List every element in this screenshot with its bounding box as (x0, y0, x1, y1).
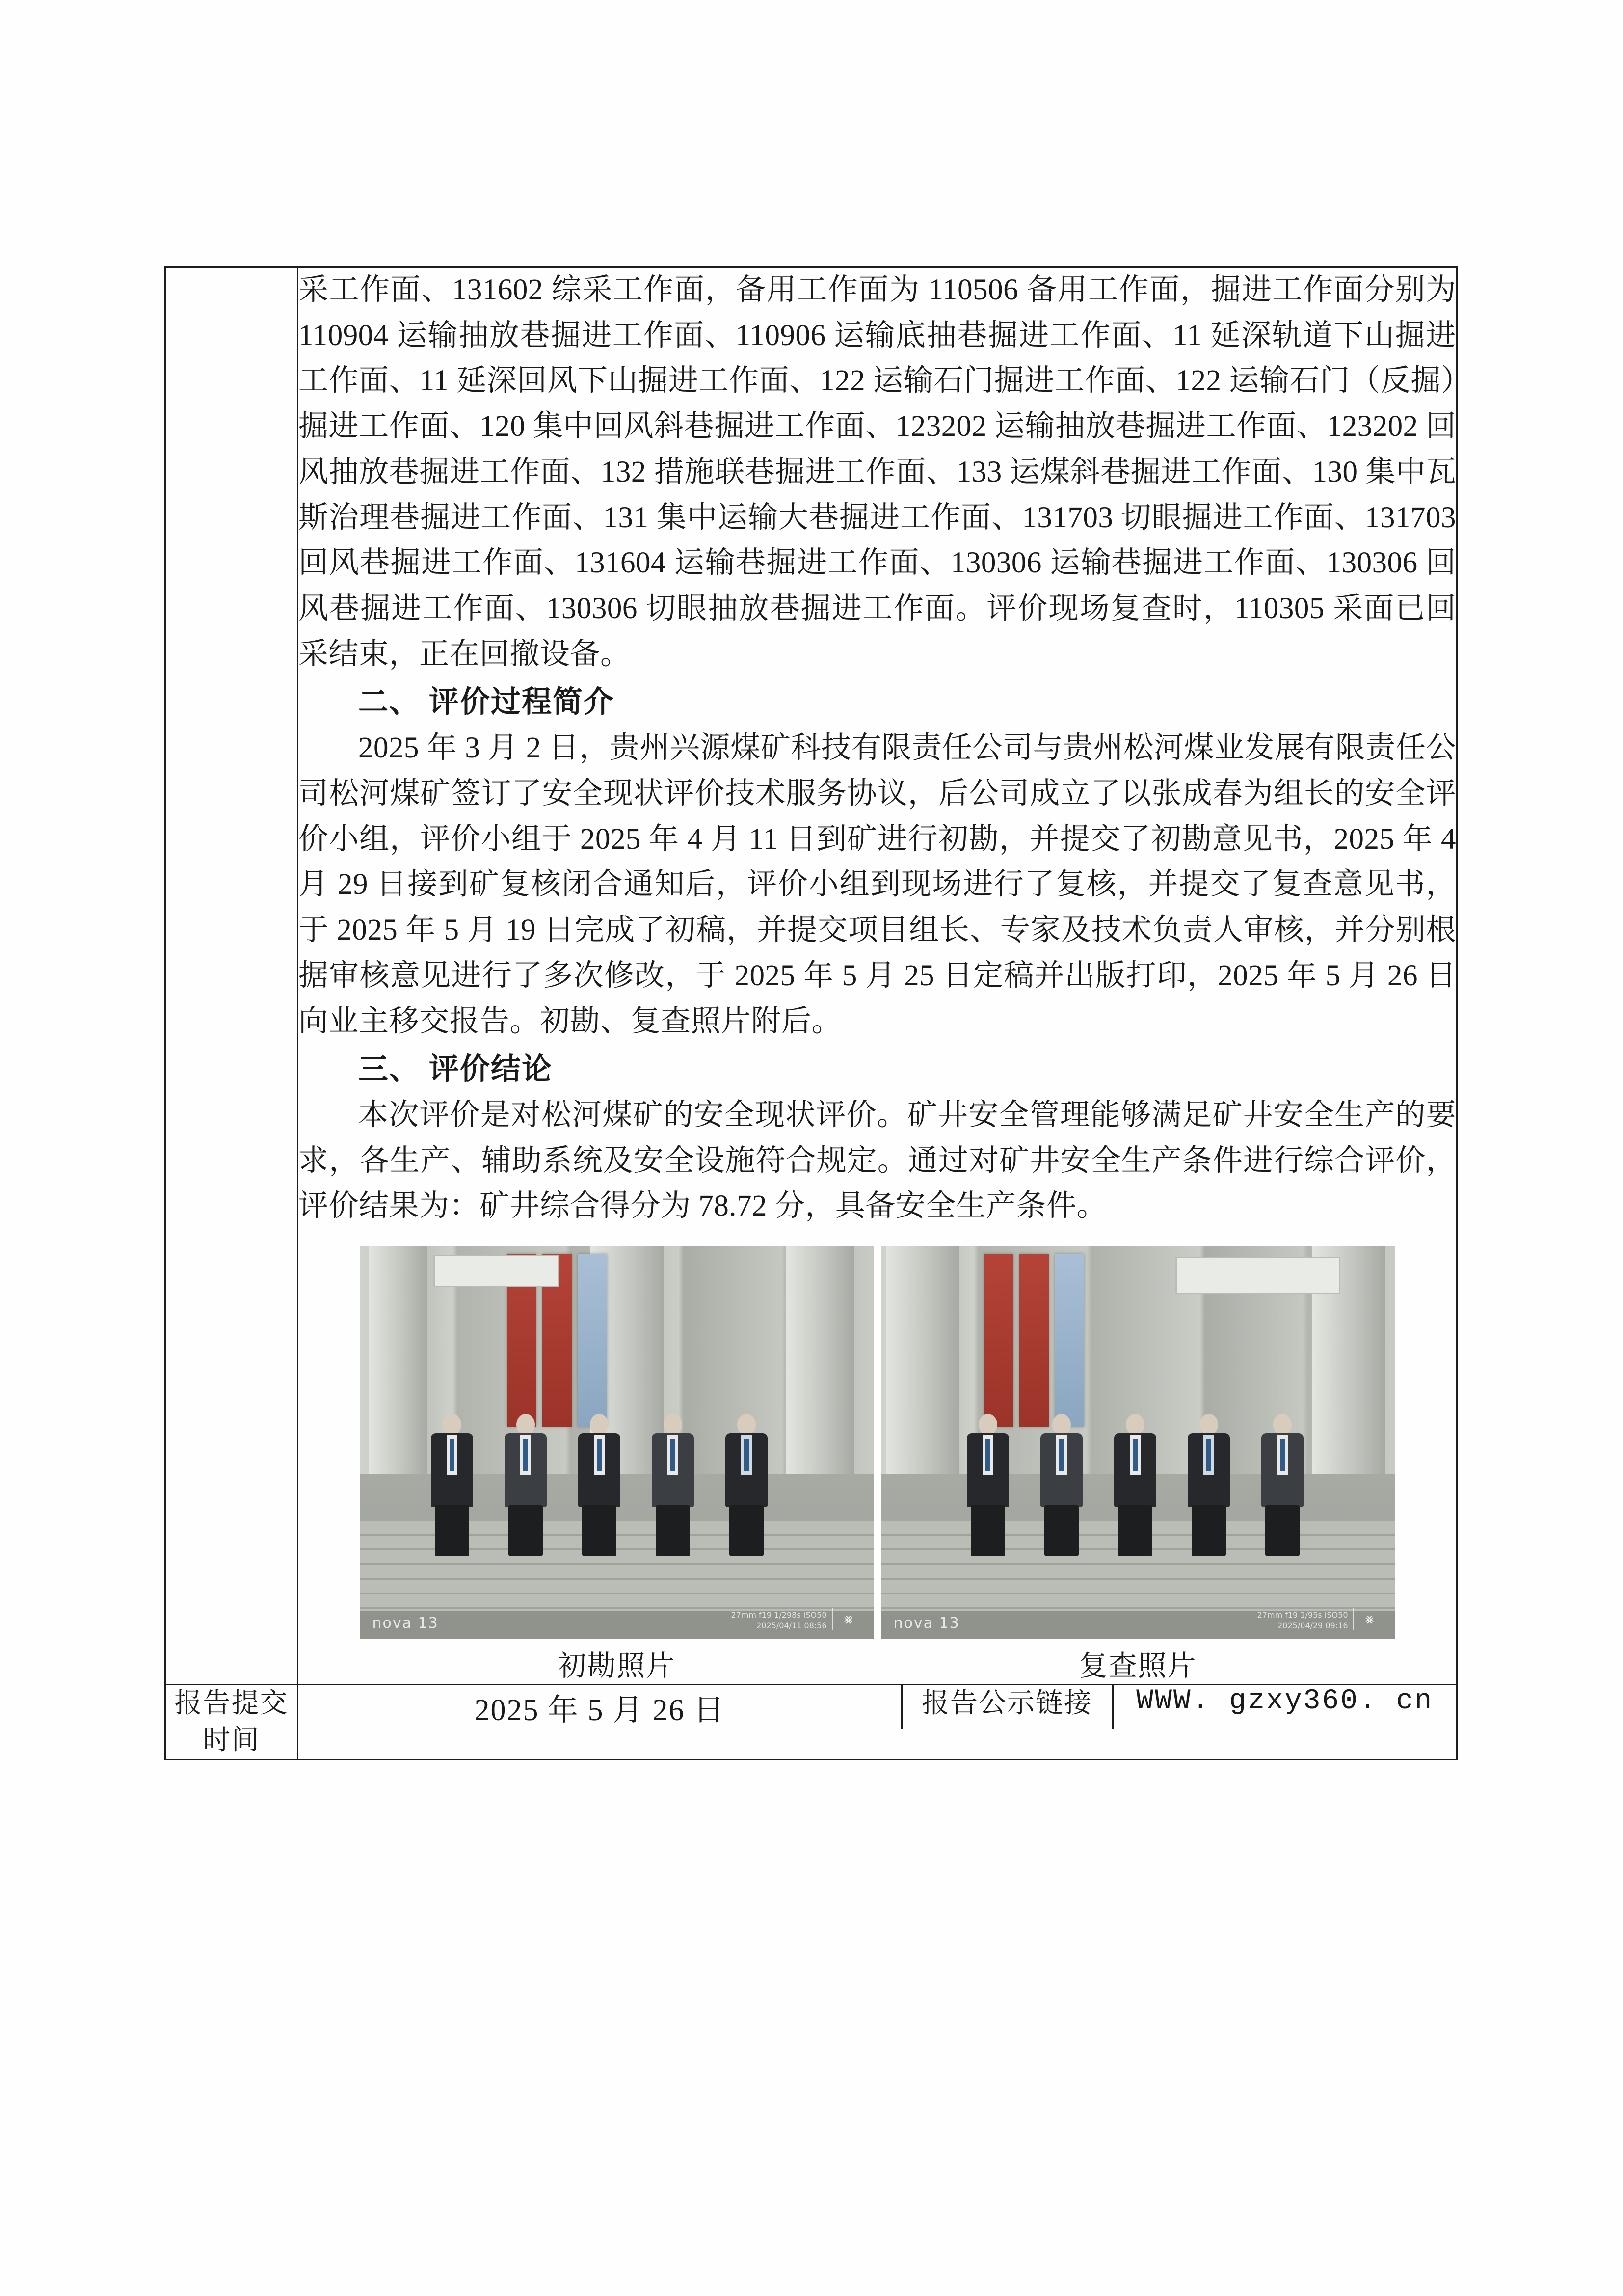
photo-caption-review: 复查照片 (1079, 1650, 1197, 1682)
photo-caption-initial: 初勘照片 (558, 1650, 676, 1682)
vertical-banner (1055, 1254, 1084, 1427)
person-head (1052, 1414, 1071, 1435)
camera-brand-icon: ⨳ (1353, 1608, 1381, 1630)
vertical-banner (984, 1254, 1013, 1427)
entrance-signboard (1175, 1257, 1340, 1294)
section-three-number: 三、 (358, 1053, 421, 1086)
section-two-title: 评价过程简介 (429, 686, 615, 719)
table-row-content (165, 267, 1457, 1685)
person-head (1126, 1414, 1144, 1435)
person-tie (523, 1439, 528, 1471)
person-figure (1038, 1414, 1085, 1556)
person-tie (985, 1439, 990, 1471)
photo-initial-survey (360, 1246, 874, 1639)
person-figure (649, 1414, 696, 1556)
person-legs (508, 1505, 543, 1556)
person-legs (1044, 1505, 1079, 1556)
footer-inner-row (298, 1685, 1456, 1729)
section-two-number: 二、 (358, 686, 421, 719)
camera-exif-line1: 27mm f19 1/298s ISO50 (731, 1610, 827, 1620)
camera-exif-meta (731, 1610, 826, 1631)
continued-paragraph: 采工作面、131602 综采工作面，备用工作面为 110506 备用工作面，掘进工作面分别为 110904 运输抽放巷掘进工作面、110906 运输底抽巷掘进工作面、11 延深轨道下山掘进工作面、11 延深回风下山掘进工作面、122 运输石门掘进工作面、122 运输石门（反掘）掘进工作面、120 集中回风斜巷掘进工作面、123202 运输抽放巷掘进工作面、123202 回风抽放巷掘进工作面、132 措施联巷掘进工作面、133 运煤斜巷掘进工作面、130 集中瓦斯治理巷掘进工作面、131 集中运输大巷掘进工作面、131703 切眼掘进工作面、131703 回风巷掘进工作面、131604 运输巷掘进工作面、130306 运输巷掘进工作面、130306 回风巷掘进工作面、130306 切眼抽放巷掘进工作面。评价现场复查时，110305 采面已回采结束，正在回撤设备。 (298, 273, 1456, 671)
person-tie (450, 1439, 454, 1471)
person-head (1199, 1414, 1218, 1435)
section-two-paragraph: 2025 年 3 月 2 日，贵州兴源煤矿科技有限责任公司与贵州松河煤业发展有限责任公司松河煤矿签订了安全现状评价技术服务协议，后公司成立了以张成春为组长的安全评价小组，评价小组于 2025 年 4 月 11 日到矿进行初勘，并提交了初勘意见书，2025 年 4 月 29 日接到矿复核闭合通知后，评价小组到现场进行了复核，并提交了复查意见书，于 2025 年 5 月 19 日完成了初稿，并提交项目组长、专家及技术负责人审核，并分别根据审核意见进行了多次修改，于 2025 年 5 月 25 日定稿并出版打印，2025 年 5 月 26 日向业主移交报告。初勘、复查照片附后。 (298, 731, 1456, 1038)
person-head (737, 1414, 756, 1435)
photo-caption-row (298, 1643, 1456, 1684)
person-figure (964, 1414, 1011, 1556)
person-tie (670, 1439, 675, 1471)
person-legs (1192, 1505, 1226, 1556)
camera-exif-line1: 27mm f19 1/95s ISO50 (1257, 1610, 1348, 1620)
building-pillar (786, 1246, 854, 1474)
person-figure (502, 1414, 549, 1556)
person-tie (597, 1439, 602, 1471)
person-tie (1280, 1439, 1285, 1471)
camera-watermark-label: nova 13 (372, 1615, 439, 1632)
person-figure (1259, 1414, 1306, 1556)
section-two-heading (298, 680, 1456, 726)
person-legs (656, 1505, 690, 1556)
building-pillar (886, 1246, 959, 1474)
footer-inner-table (298, 1685, 1456, 1729)
person-legs (971, 1505, 1005, 1556)
person-figure (1185, 1414, 1232, 1556)
vertical-banner (578, 1254, 607, 1427)
submit-time-value: 2025 年 5 月 26 日 (298, 1685, 902, 1729)
footer-right-cell (298, 1685, 1457, 1760)
camera-exif-line2: 2025/04/29 09:16 (1277, 1621, 1348, 1630)
entrance-signboard (433, 1255, 559, 1287)
person-tie (1059, 1439, 1064, 1471)
person-figure (723, 1414, 770, 1556)
camera-exif-meta (1257, 1610, 1348, 1631)
person-legs (729, 1505, 764, 1556)
report-body-cell (298, 267, 1457, 1685)
person-tie (1206, 1439, 1211, 1471)
section-three-paragraph: 本次评价是对松河煤矿的安全现状评价。矿井安全管理能够满足矿井安全生产的要求，各生产、辅助系统及安全设施符合规定。通过对矿井安全生产条件进行综合评价，评价结果为：矿井综合得分为 78.72 分，具备安全生产条件。 (298, 1098, 1456, 1223)
person-legs (1265, 1505, 1300, 1556)
section-three-heading (298, 1047, 1456, 1093)
person-head (516, 1414, 535, 1435)
report-table (164, 266, 1458, 1760)
left-label-empty-cell (165, 267, 298, 1685)
vertical-banner (1019, 1254, 1049, 1427)
person-head (664, 1414, 682, 1435)
person-legs (1118, 1505, 1152, 1556)
camera-watermark-label: nova 13 (893, 1615, 960, 1632)
camera-brand-icon: ⨳ (832, 1608, 859, 1630)
person-legs (582, 1505, 616, 1556)
building-pillar (369, 1246, 427, 1474)
photo-review-survey (881, 1246, 1395, 1639)
submit-time-label: 报告提交时间 (165, 1685, 298, 1760)
person-tie (744, 1439, 749, 1471)
section-three-title: 评价结论 (429, 1053, 553, 1086)
table-row-footer (165, 1685, 1457, 1760)
person-figure (576, 1414, 623, 1556)
person-legs (435, 1505, 469, 1556)
photo-row (298, 1246, 1456, 1639)
person-head (1273, 1414, 1292, 1435)
camera-exif-line2: 2025/04/11 08:56 (756, 1621, 827, 1630)
person-head (590, 1414, 609, 1435)
person-tie (1133, 1439, 1138, 1471)
person-figure (428, 1414, 476, 1556)
public-link-value[interactable]: WWW. gzxy360. cn (1136, 1685, 1434, 1718)
person-head (443, 1414, 461, 1435)
person-head (979, 1414, 997, 1435)
public-link-label: 报告公示链接 (902, 1685, 1113, 1729)
person-figure (1112, 1414, 1159, 1556)
